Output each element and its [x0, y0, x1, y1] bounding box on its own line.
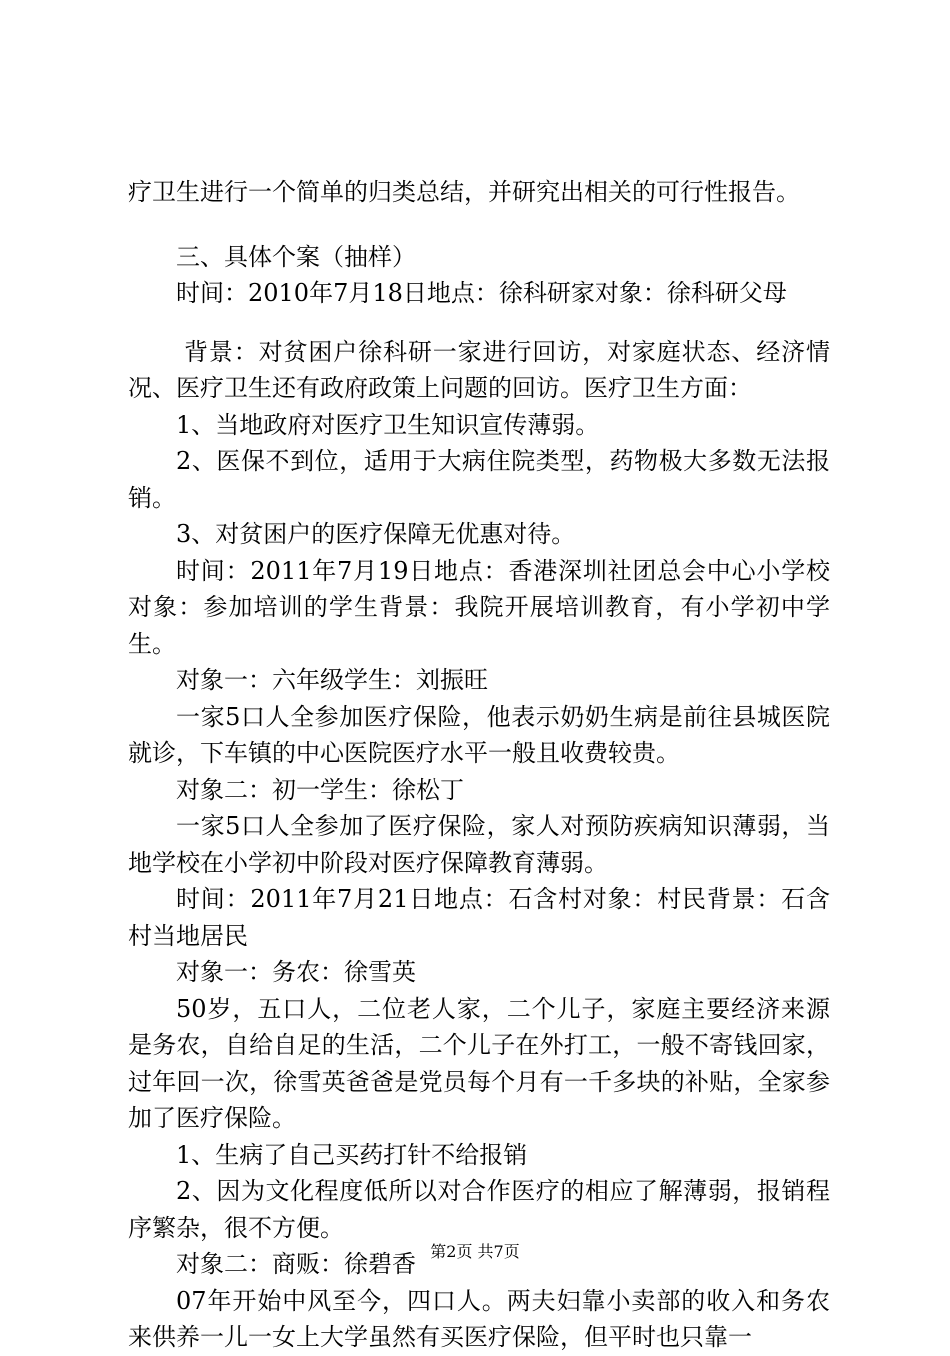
- case-subject: 对象一：务农：徐雪英: [176, 958, 416, 986]
- case-point: 2、因为文化程度低所以对合作医疗的相应了解薄弱，报销程序繁杂，很不方便。: [128, 1177, 830, 1242]
- case-time-location: 时间：2011年7月21日地点：石含村对象：村民背景：石含村当地居民: [128, 885, 830, 950]
- paragraph-continuation: 疗卫生进行一个简单的归类总结，并研究出相关的可行性报告。: [128, 178, 800, 206]
- case-subject: 对象一：六年级学生：刘振旺: [176, 666, 488, 694]
- case-point: 1、生病了自己买药打针不给报销: [176, 1140, 528, 1169]
- case-detail: 一家5口人全参加了医疗保险，家人对预防疾病知识薄弱，当地学校在小学初中阶段对医疗保障教育薄弱。: [128, 812, 830, 877]
- section-heading: 三、具体个案（抽样）: [176, 242, 416, 271]
- case-subject: 对象二：初一学生：徐松丁: [176, 775, 464, 804]
- case-background: 背景：对贫困户徐科研一家进行回访，对家庭状态、经济情况、医疗卫生还有政府政策上问题的回访。医疗卫生方面：: [128, 337, 830, 402]
- paragraph-gap: [128, 312, 830, 334]
- case-point: 1、当地政府对医疗卫生知识宣传薄弱。: [176, 410, 600, 439]
- case-point: 2、医保不到位，适用于大病住院类型，药物极大多数无法报销。: [128, 447, 830, 512]
- document-body: [128, 174, 830, 1356]
- case-time-location: 时间：2011年7月19日地点：香港深圳社团总会中心小学校对象：参加培训的学生背景：我院开展培训教育，有小学初中学生。: [128, 556, 830, 658]
- page-number-footer: 第2页 共7页: [430, 1242, 520, 1261]
- case-detail: 50岁，五口人，二位老人家，二个儿子，家庭主要经济来源是务农，自给自足的生活，二个儿子在外打工，一般不寄钱回家，过年回一次，徐雪英爸爸是党员每个月有一千多块的补贴，全家参加了医疗保险。: [128, 994, 830, 1132]
- paragraph-gap: [128, 211, 830, 239]
- case-detail: 一家5口人全参加医疗保险，他表示奶奶生病是前往县城医院就诊，下车镇的中心医院医疗水平一般且收费较贵。: [128, 702, 830, 767]
- case-detail: 07年开始中风至今，四口人。两夫妇靠小卖部的收入和务农来供养一儿一女上大学虽然有买医疗保险，但平时也只靠一: [128, 1286, 830, 1351]
- case-time-location: 时间：2010年7月18日地点：徐科研家对象：徐科研父母: [176, 279, 787, 307]
- case-subject: 对象二：商贩：徐碧香: [176, 1250, 416, 1278]
- case-point: 3、对贫困户的医疗保障无优惠对待。: [176, 520, 576, 548]
